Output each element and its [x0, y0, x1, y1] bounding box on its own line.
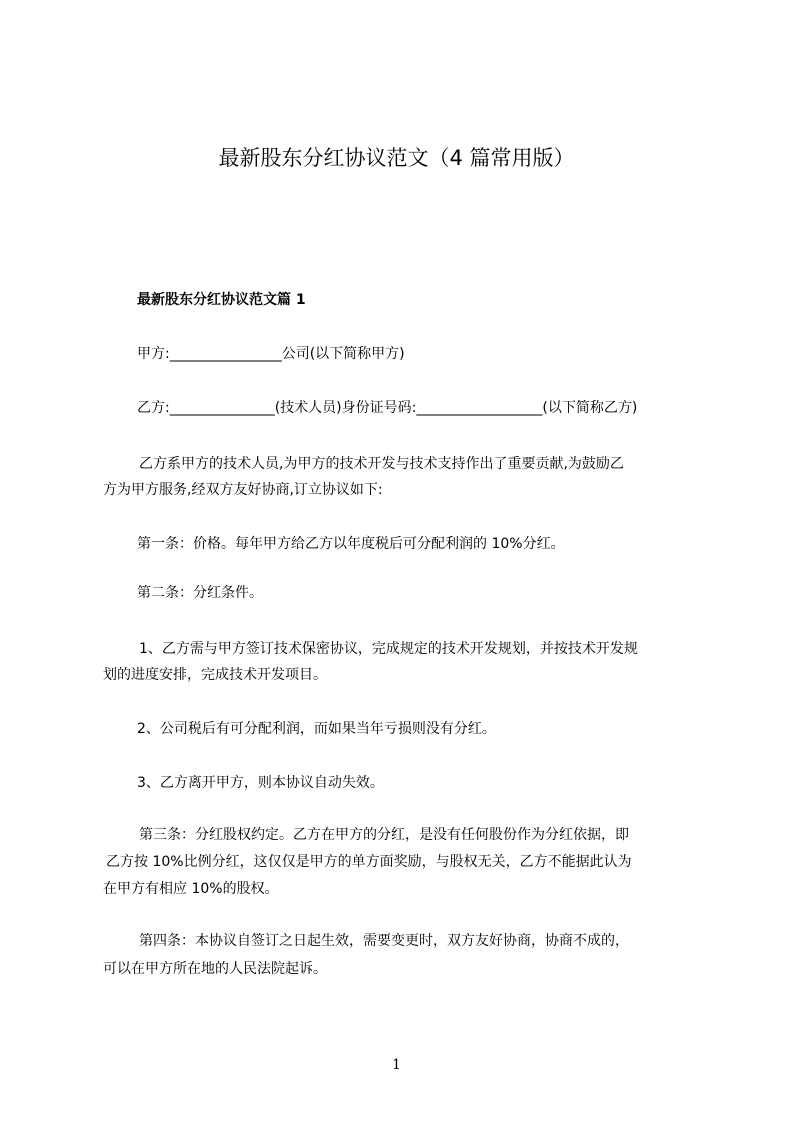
condition-1-line-1: 1、乙方需与甲方签订技术保密协议，完成规定的技术开发规划，并按技术开发规 [139, 641, 638, 657]
page-number: 1 [392, 1057, 401, 1073]
intro-paragraph-line-2: 方为甲方服务,经双方友好协商,订立协议如下: [103, 482, 383, 498]
article-4-line-1: 第四条：本协议自签订之日起生效，需要变更时，双方友好协商，协商不成的， [139, 933, 629, 949]
section-heading: 最新股东分红协议范文篇 1 [137, 292, 306, 308]
document-title: 最新股东分红协议范文（4 篇常用版） [218, 146, 575, 170]
party-b-line: 乙方:_______________(技术人员)身份证号码:__________________(以下简称乙方) [137, 400, 638, 416]
article-3-line-1: 第三条：分红股权约定。乙方在甲方的分红，是没有任何股份作为分红依据，即 [139, 827, 629, 843]
article-1: 第一条：价格。每年甲方给乙方以年度税后可分配利润的 10%分红。 [137, 536, 565, 552]
condition-3: 3、乙方离开甲方，则本协议自动失效。 [137, 775, 384, 791]
condition-2: 2、公司税后有可分配利润，而如果当年亏损则没有分红。 [137, 721, 496, 737]
article-2: 第二条：分红条件。 [137, 585, 263, 601]
article-4-line-2: 可以在甲方所在地的人民法院起诉。 [103, 961, 327, 977]
article-3-line-2: 乙方按 10%比例分红，这仅仅是甲方的单方面奖励，与股权无关，乙方不能据此认为 [106, 854, 632, 870]
intro-paragraph-line-1: 乙方系甲方的技术人员,为甲方的技术开发与技术支持作出了重要贡献,为鼓励乙 [139, 456, 624, 472]
party-a-line: 甲方:________________公司(以下简称甲方) [137, 346, 405, 362]
article-3-line-3: 在甲方有相应 10%的股权。 [103, 881, 279, 897]
condition-1-line-2: 划的进度安排，完成技术开发项目。 [103, 667, 327, 683]
